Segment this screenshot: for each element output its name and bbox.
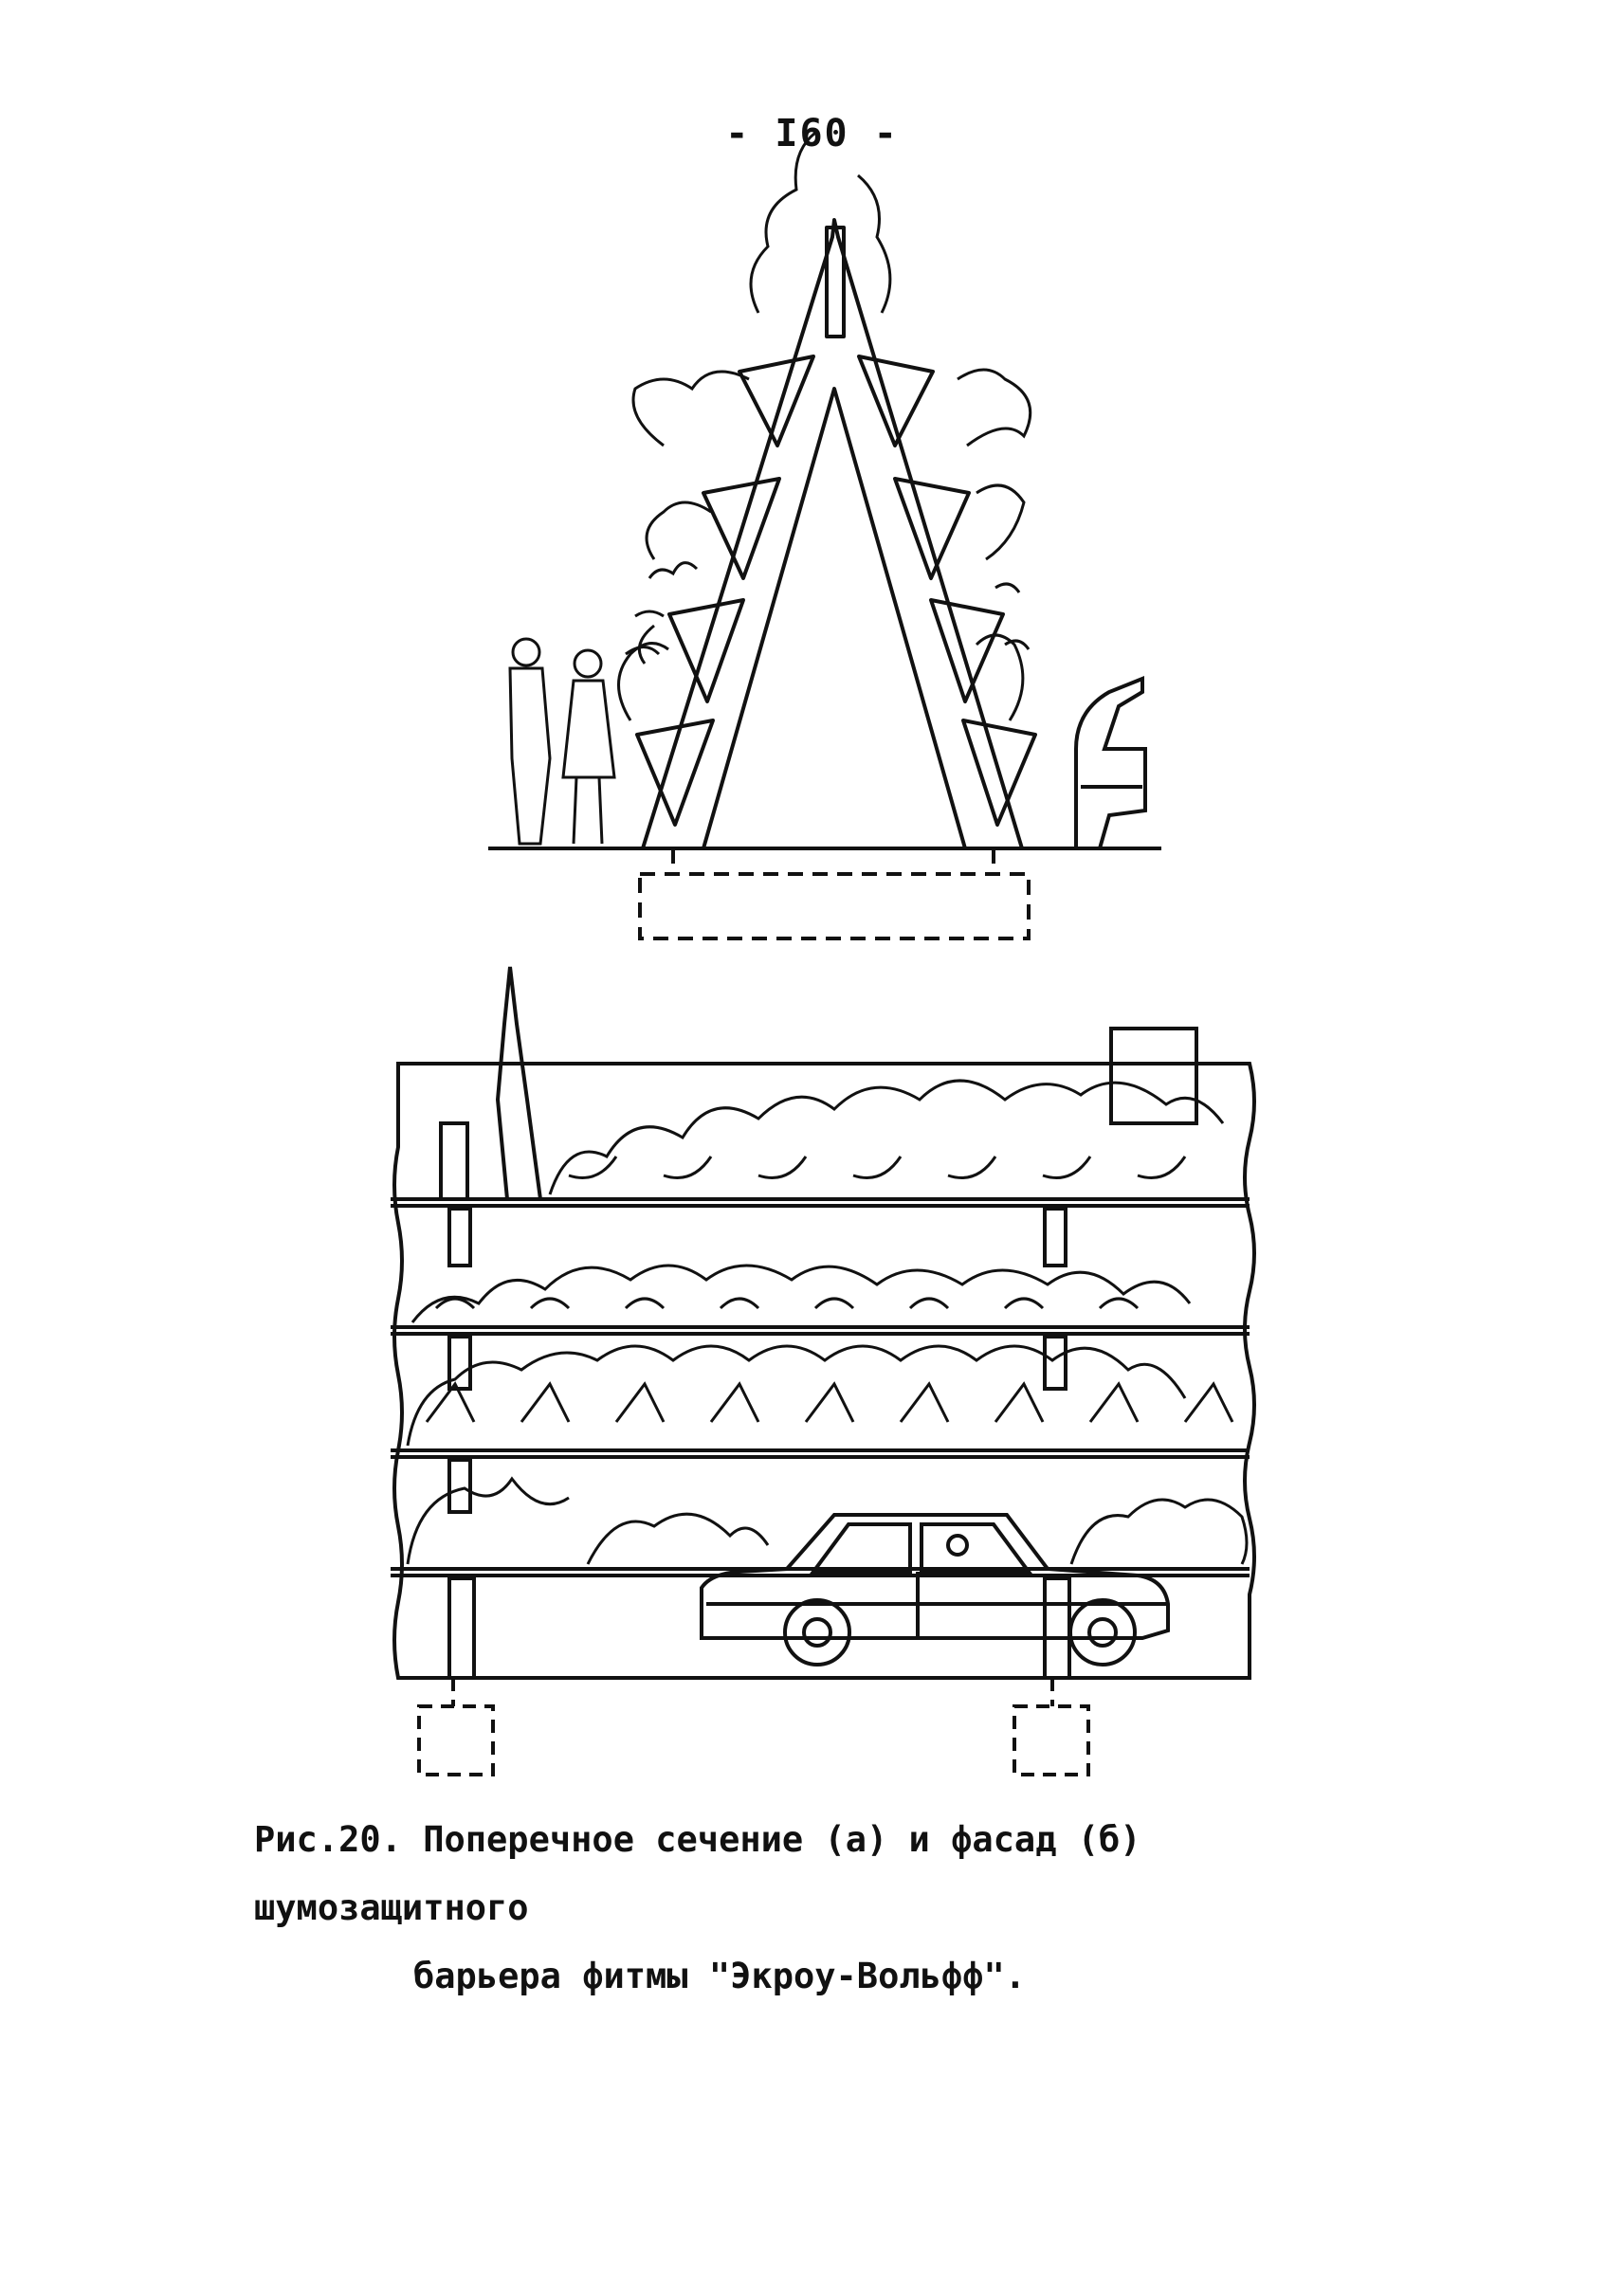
conifer [498,967,540,1199]
caption-line-1: Рис.20. Поперечное сечение (а) и фасад (б) шумозащитного [254,1819,1141,1928]
foundation-left [419,1706,493,1775]
car-wheel-rear [1070,1600,1135,1665]
car-wheel-front [785,1600,849,1665]
facade-outline [394,1064,1254,1678]
foliage-row-1 [550,1081,1223,1194]
car-side [702,1515,1168,1665]
foliage-row-2 [412,1266,1190,1322]
figure-caption [254,1806,1430,2011]
page-number: - I60 - [725,112,899,155]
foundation-right [1014,1706,1088,1775]
caption-line-2: барьера фитмы "Экроу-Вольфф". [413,1956,1027,1996]
foliage-row-3 [408,1346,1232,1446]
